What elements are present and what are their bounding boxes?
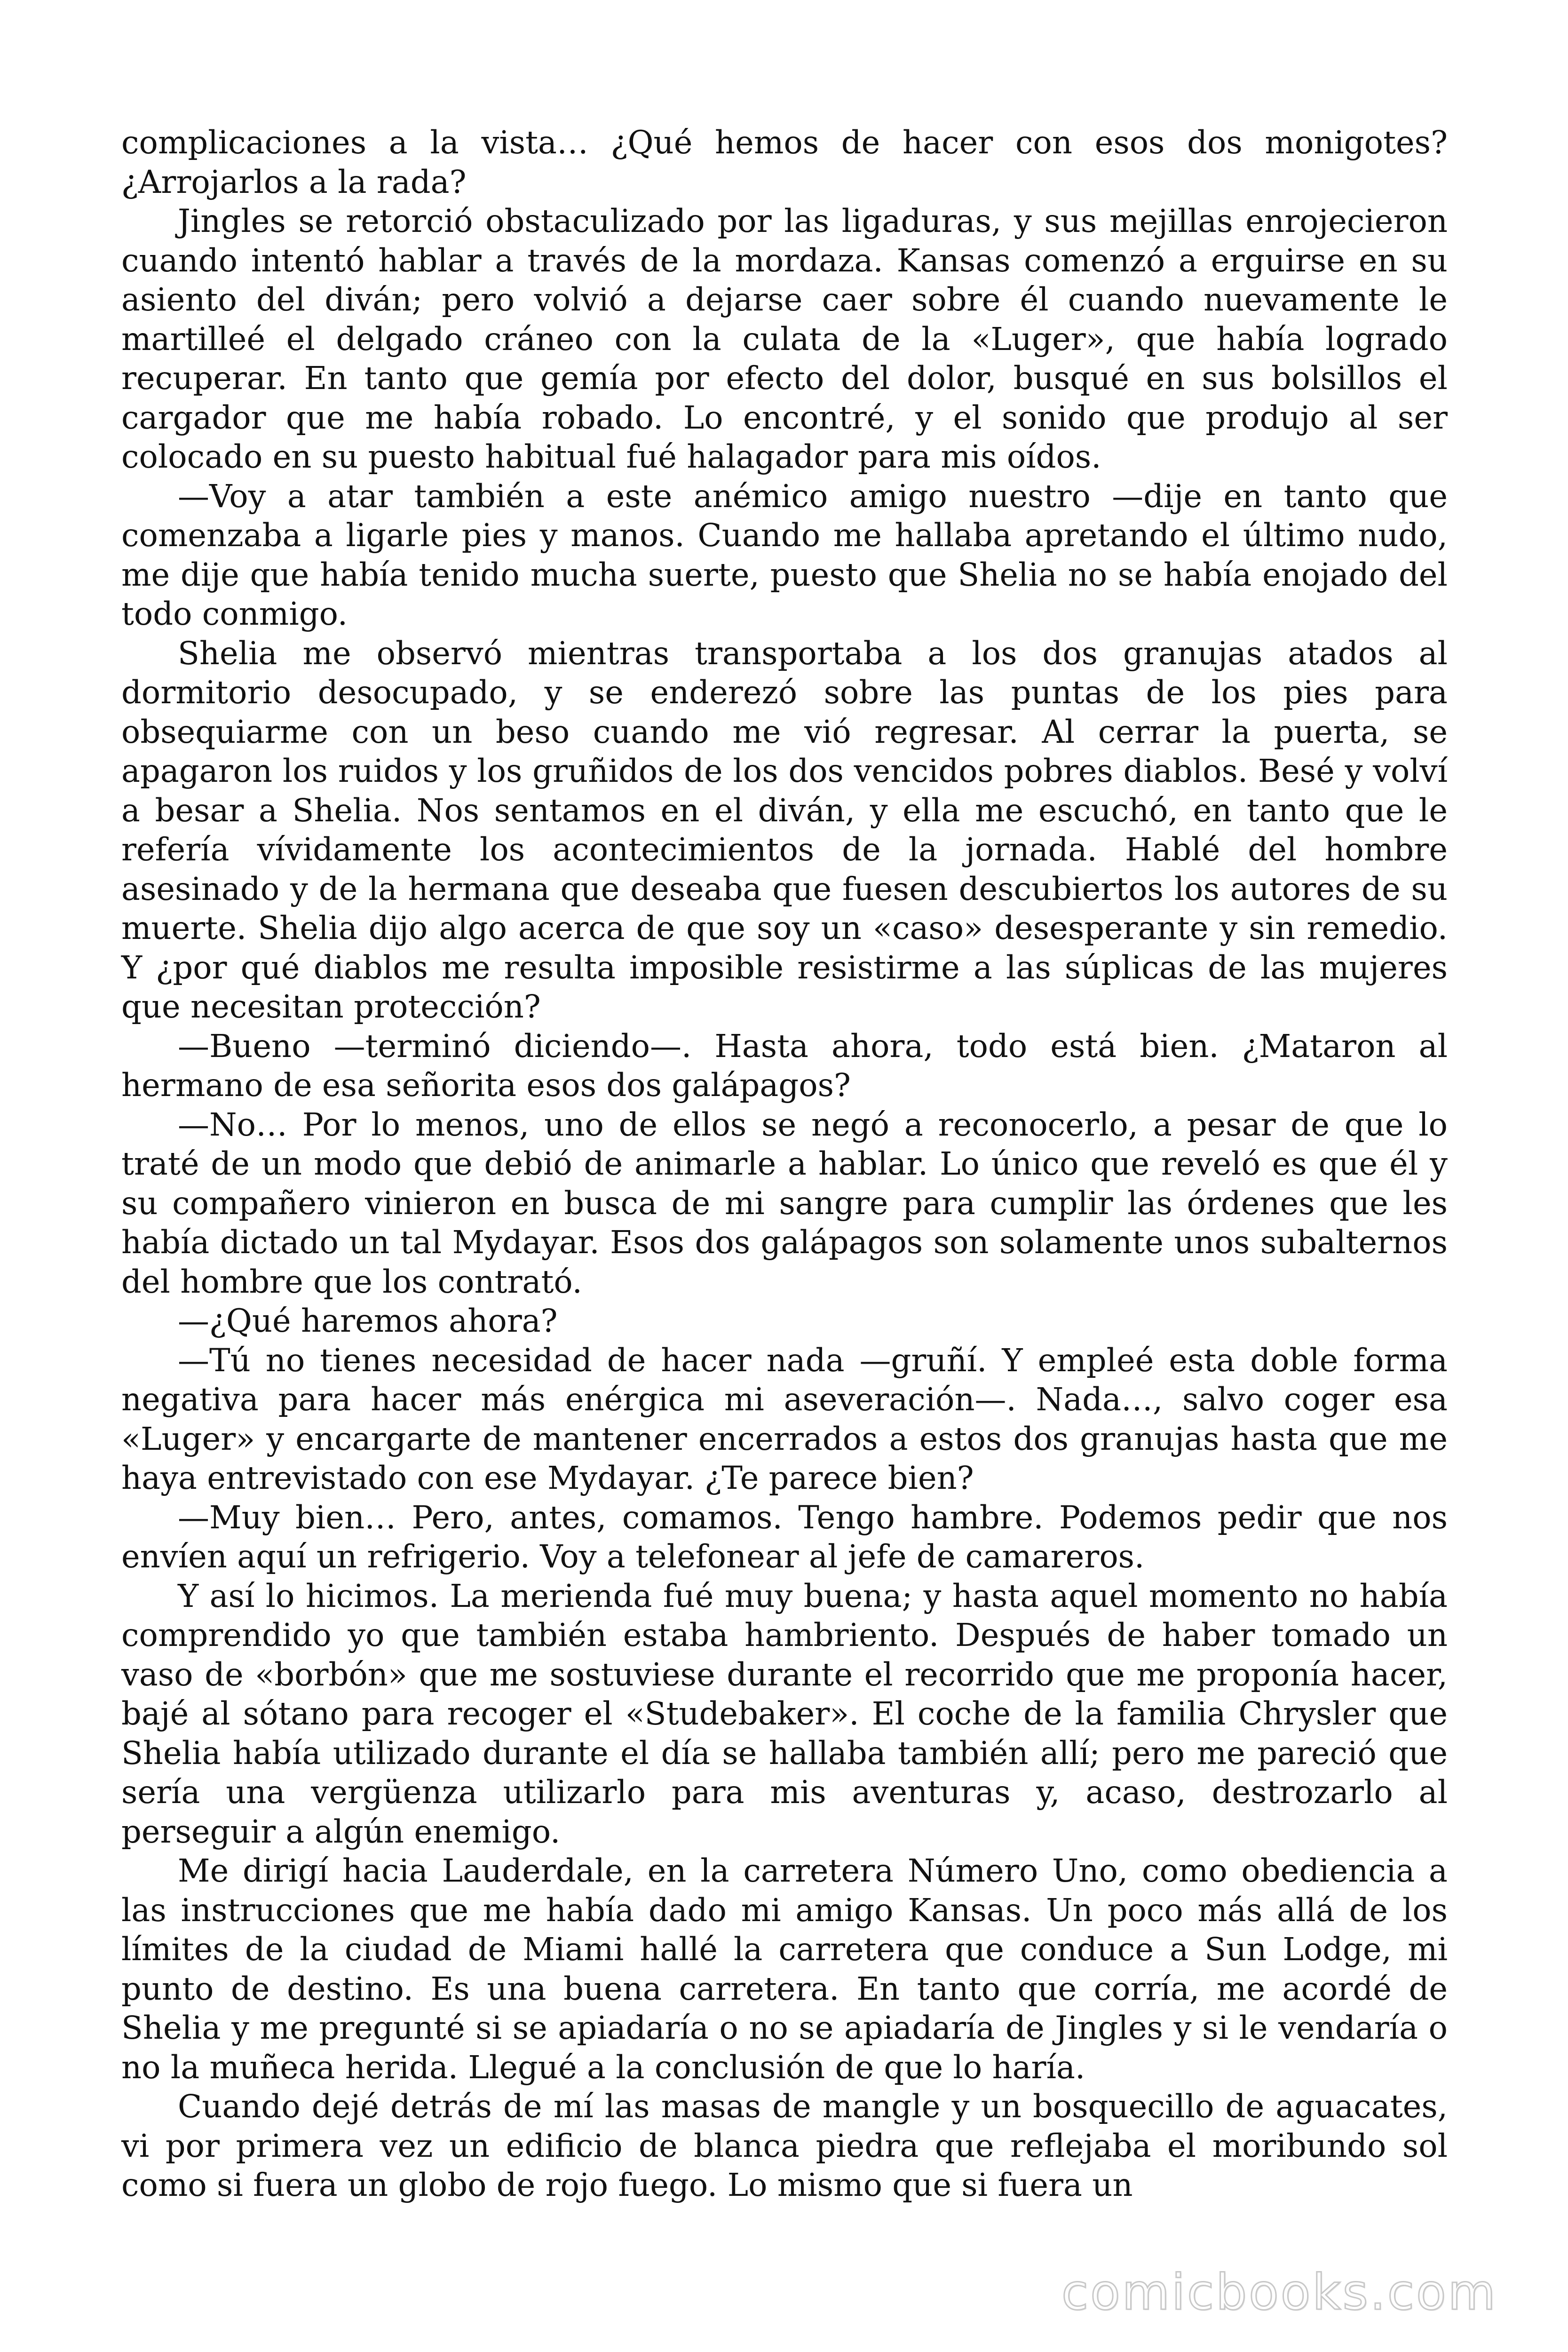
paragraph: —Muy bien… Pero, antes, comamos. Tengo hambre. Podemos pedir que nos envíen aquí un refrigerio. Voy a telefonear al jefe de camareros. [121, 1499, 1448, 1575]
paragraph: —No… Por lo menos, uno de ellos se negó a reconocerlo, a pesar de que lo traté de un modo que debió de animarle a hablar. Lo único que reveló es que él y su compañero vinieron en busca de mi sangre para cumplir las órdenes que les había dictado un tal Mydayar. Esos dos galápagos son solamente unos subalternos del hombre que los contrató. [121, 1106, 1448, 1300]
paragraph: Y así lo hicimos. La merienda fué muy buena; y hasta aquel momento no había comprendido yo que también estaba hambriento. Después de haber tomado un vaso de «borbón» que me sostuviese durante el recorrido que me proponía hacer, bajé al sótano para recoger el «Studebaker». El coche de la familia Chrysler que Shelia había utilizado durante el día se hallaba también allí; pero me pareció que sería una vergüenza utilizarlo para mis aventuras y, acaso, destrozarlo al perseguir a algún enemigo. [121, 1577, 1448, 1850]
watermark: comicbooks.com [1061, 2264, 1497, 2321]
paragraph: Me dirigí hacia Lauderdale, en la carretera Número Uno, como obediencia a las instrucciones que me había dado mi amigo Kansas. Un poco más allá de los límites de la ciudad de Miami hallé la carretera que conduce a Sun Lodge, mi punto de destino. Es una buena carretera. En tanto que corría, me acordé de Shelia y me pregunté si se apiadaría o no se apiadaría de Jingles y si le vendaría o no la muñeca herida. Llegué a la conclusión de que lo haría. [121, 1852, 1448, 2086]
paragraph: Jingles se retorció obstaculizado por las ligaduras, y sus mejillas enrojecieron cuando intentó hablar a través de la mordaza. Kansas comenzó a erguirse en su asiento del diván; pero volvió a dejarse caer sobre él cuando nuevamente le martilleé el delgado cráneo con la culata de la «Luger», que había logrado recuperar. En tanto que gemía por efecto del dolor, busqué en sus bolsillos el cargador que me había robado. Lo encontré, y el sonido que produjo al ser colocado en su puesto habitual fué halagador para mis oídos. [121, 203, 1448, 475]
paragraph: —Tú no tienes necesidad de hacer nada —gruñí. Y empleé esta doble forma negativa para hacer más enérgica mi aseveración—. Nada…, salvo coger esa «Luger» y encargarte de mantener encerrados a estos dos granujas hasta que me haya entrevistado con ese Mydayar. ¿Te parece bien? [121, 1342, 1448, 1496]
paragraph: Shelia me observó mientras transportaba a los dos granujas atados al dormitorio desocupado, y se enderezó sobre las puntas de los pies para obsequiarme con un beso cuando me vió regresar. Al cerrar la puerta, se apagaron los ruidos y los gruñidos de los dos vencidos pobres diablos. Besé y volví a besar a Shelia. Nos sentamos en el diván, y ella me escuchó, en tanto que le refería vívidamente los acontecimientos de la jornada. Hablé del hombre asesinado y de la hermana que deseaba que fuesen descubiertos los autores de su muerte. Shelia dijo algo acerca de que soy un «caso» desesperante y sin remedio. Y ¿por qué diablos me resulta imposible resistirme a las súplicas de las mujeres que necesitan protección? [121, 635, 1448, 1025]
paragraph: complicaciones a la vista… ¿Qué hemos de hacer con esos dos monigotes? ¿Arrojarlos a la rada? [121, 124, 1448, 200]
paragraph: —Bueno —terminó diciendo—. Hasta ahora, todo está bien. ¿Mataron al hermano de esa señorita esos dos galápagos? [121, 1027, 1448, 1104]
page-text [121, 123, 1448, 2205]
paragraph: Cuando dejé detrás de mí las masas de mangle y un bosquecillo de aguacates, vi por primera vez un edificio de blanca piedra que reflejaba el moribundo sol como si fuera un globo de rojo fuego. Lo mismo que si fuera un [121, 2088, 1448, 2203]
paragraph: —Voy a atar también a este anémico amigo nuestro —dije en tanto que comenzaba a ligarle pies y manos. Cuando me hallaba apretando el último nudo, me dije que había tenido mucha suerte, puesto que Shelia no se había enojado del todo conmigo. [121, 477, 1448, 632]
paragraph: —¿Qué haremos ahora? [178, 1303, 558, 1339]
